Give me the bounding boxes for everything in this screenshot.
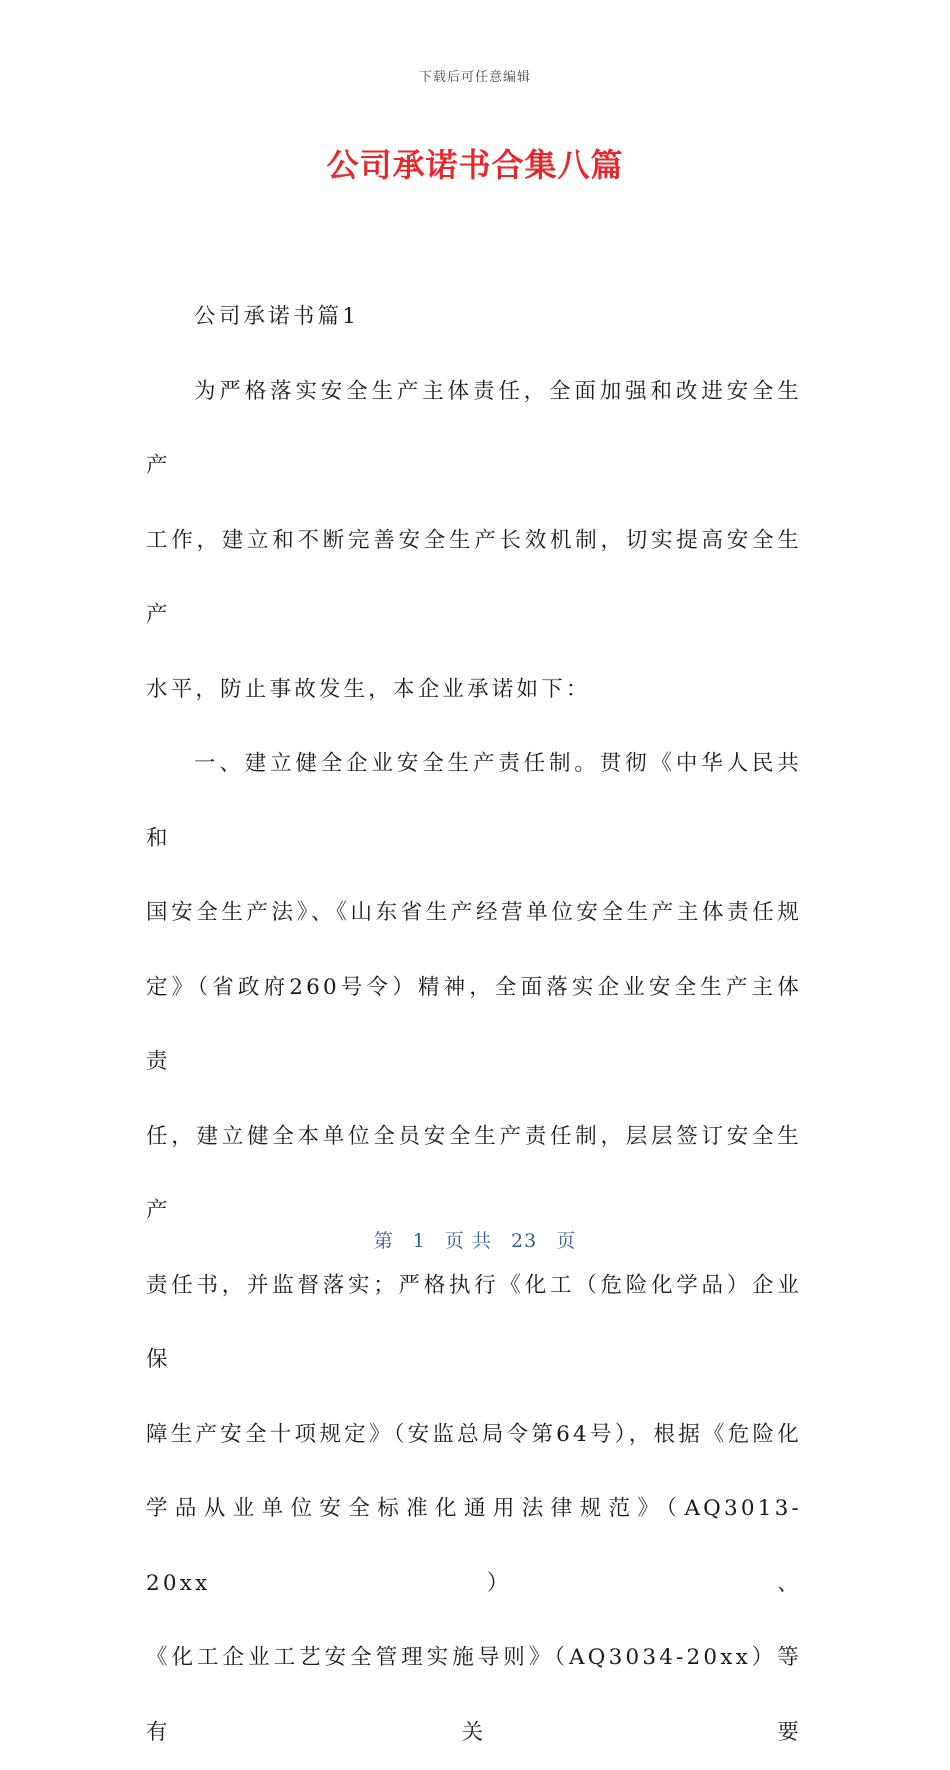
paragraph-line: 定》（省政府260号令）精神，全面落实企业安全生产主体责 [146, 974, 802, 1074]
paragraph-line: 障生产安全十项规定》（安监总局令第64号），根据《危险化 [146, 1421, 802, 1447]
page-number-suffix: 页 [556, 1230, 577, 1252]
paragraph-line: 水平，防止事故发生，本企业承诺如下： [146, 676, 591, 702]
paragraph-line: 任，建立健全本单位全员安全生产责任制，层层签订安全生产 [146, 1123, 802, 1223]
page-number-total: 23 [511, 1230, 538, 1252]
page-number-current: 1 [412, 1230, 426, 1252]
paragraph-line: 学品从业单位安全标准化通用法律规范》（AQ3013-20xx）、 [146, 1496, 802, 1596]
page-header-note: 下载后可任意编辑 [418, 70, 531, 85]
page-number [0, 1226, 950, 1253]
page-number-middle: 页 共 [444, 1230, 492, 1252]
section-heading: 公司承诺书篇1 [194, 304, 360, 329]
paragraph-line: 为严格落实安全生产主体责任，全面加强和改进安全生产 [146, 378, 802, 478]
page-number-prefix: 第 [373, 1230, 394, 1252]
paragraph-line: 工作，建立和不断完善安全生产长效机制，切实提高安全生产 [146, 527, 802, 627]
document-title: 公司承诺书合集八篇 [326, 146, 624, 184]
paragraph-line: 责任书，并监督落实；严格执行《化工（危险化学品）企业保 [146, 1272, 802, 1372]
paragraph-line: 一、建立健全企业安全生产责任制。贯彻《中华人民共和 [146, 751, 802, 851]
document-body [146, 280, 802, 1770]
paragraph-line: 《化工企业工艺安全管理实施导则》（AQ3034-20xx）等有关要 [146, 1645, 802, 1745]
paragraph-line: 国安全生产法》、《山东省生产经营单位安全生产主体责任规 [146, 900, 802, 925]
